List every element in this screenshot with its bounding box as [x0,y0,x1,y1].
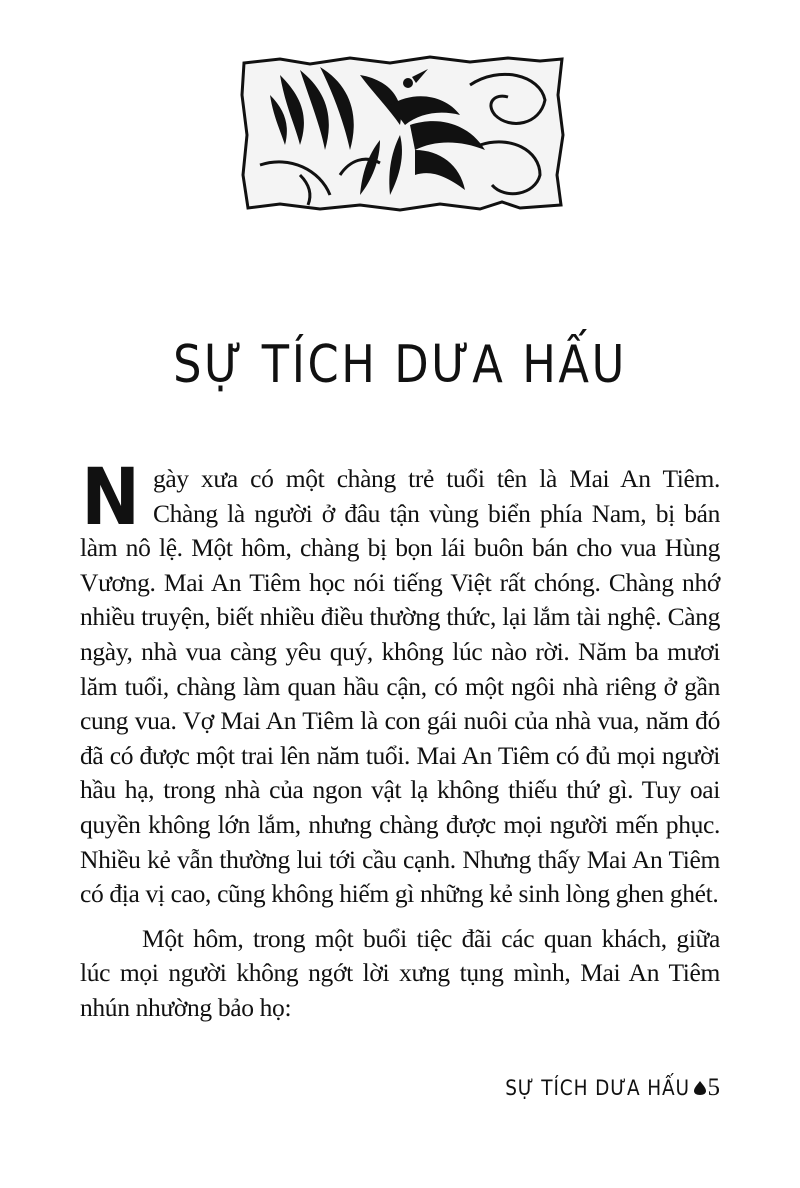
drop-cap: N [81,453,140,543]
story-body [80,453,720,1026]
seed-bullet-icon [694,1081,706,1095]
running-title: SỰ TÍCH DƯA HẤU [504,1076,690,1100]
phoenix-ornament-icon [240,55,565,212]
first-paragraph-text: gày xưa có một chàng trẻ tuổi tên là Mai An Tiêm. Chàng là người ở đâu tận vùng biển phía Nam, bị bán làm nô lệ. Một hôm, chàng bị bọn lái buôn bán cho vua Hùng Vương. Mai An Tiêm học nói tiếng Việt rất chóng. Chàng nhớ nhiều truyện, biết nhiều điều thường thức, lại lắm tài nghệ. Càng ngày, nhà vua càng yêu quý, không lúc nào rời. Năm ba mươi lăm tuổi, chàng làm quan hầu cận, có một ngôi nhà riêng ở gần cung vua. Vợ Mai An Tiêm là con gái nuôi của nhà vua, năm đó đã có được một trai lên năm tuổi. Mai An Tiêm có đủ mọi người hầu hạ, trong nhà của ngon vật lạ không thiếu thứ gì. Tuy oai quyền không lớn lắm, nhưng chàng được mọi người mến phục. Nhiều kẻ vẫn thường lui tới cầu cạnh. Nhưng thấy Mai An Tiêm có địa vị cao, cũng không hiếm gì những kẻ sinh lòng ghen ghét. [80,464,720,909]
page-footer [480,1074,720,1102]
second-paragraph: Một hôm, trong một buổi tiệc đãi các quan khách, giữa lúc mọi người không ngớt lời xưng tụng mình, Mai An Tiêm nhún nhường bảo họ: [80,923,720,1022]
page-title: SỰ TÍCH DƯA HẤU [173,335,627,395]
first-paragraph [80,453,720,912]
page-number: 5 [707,1074,720,1101]
